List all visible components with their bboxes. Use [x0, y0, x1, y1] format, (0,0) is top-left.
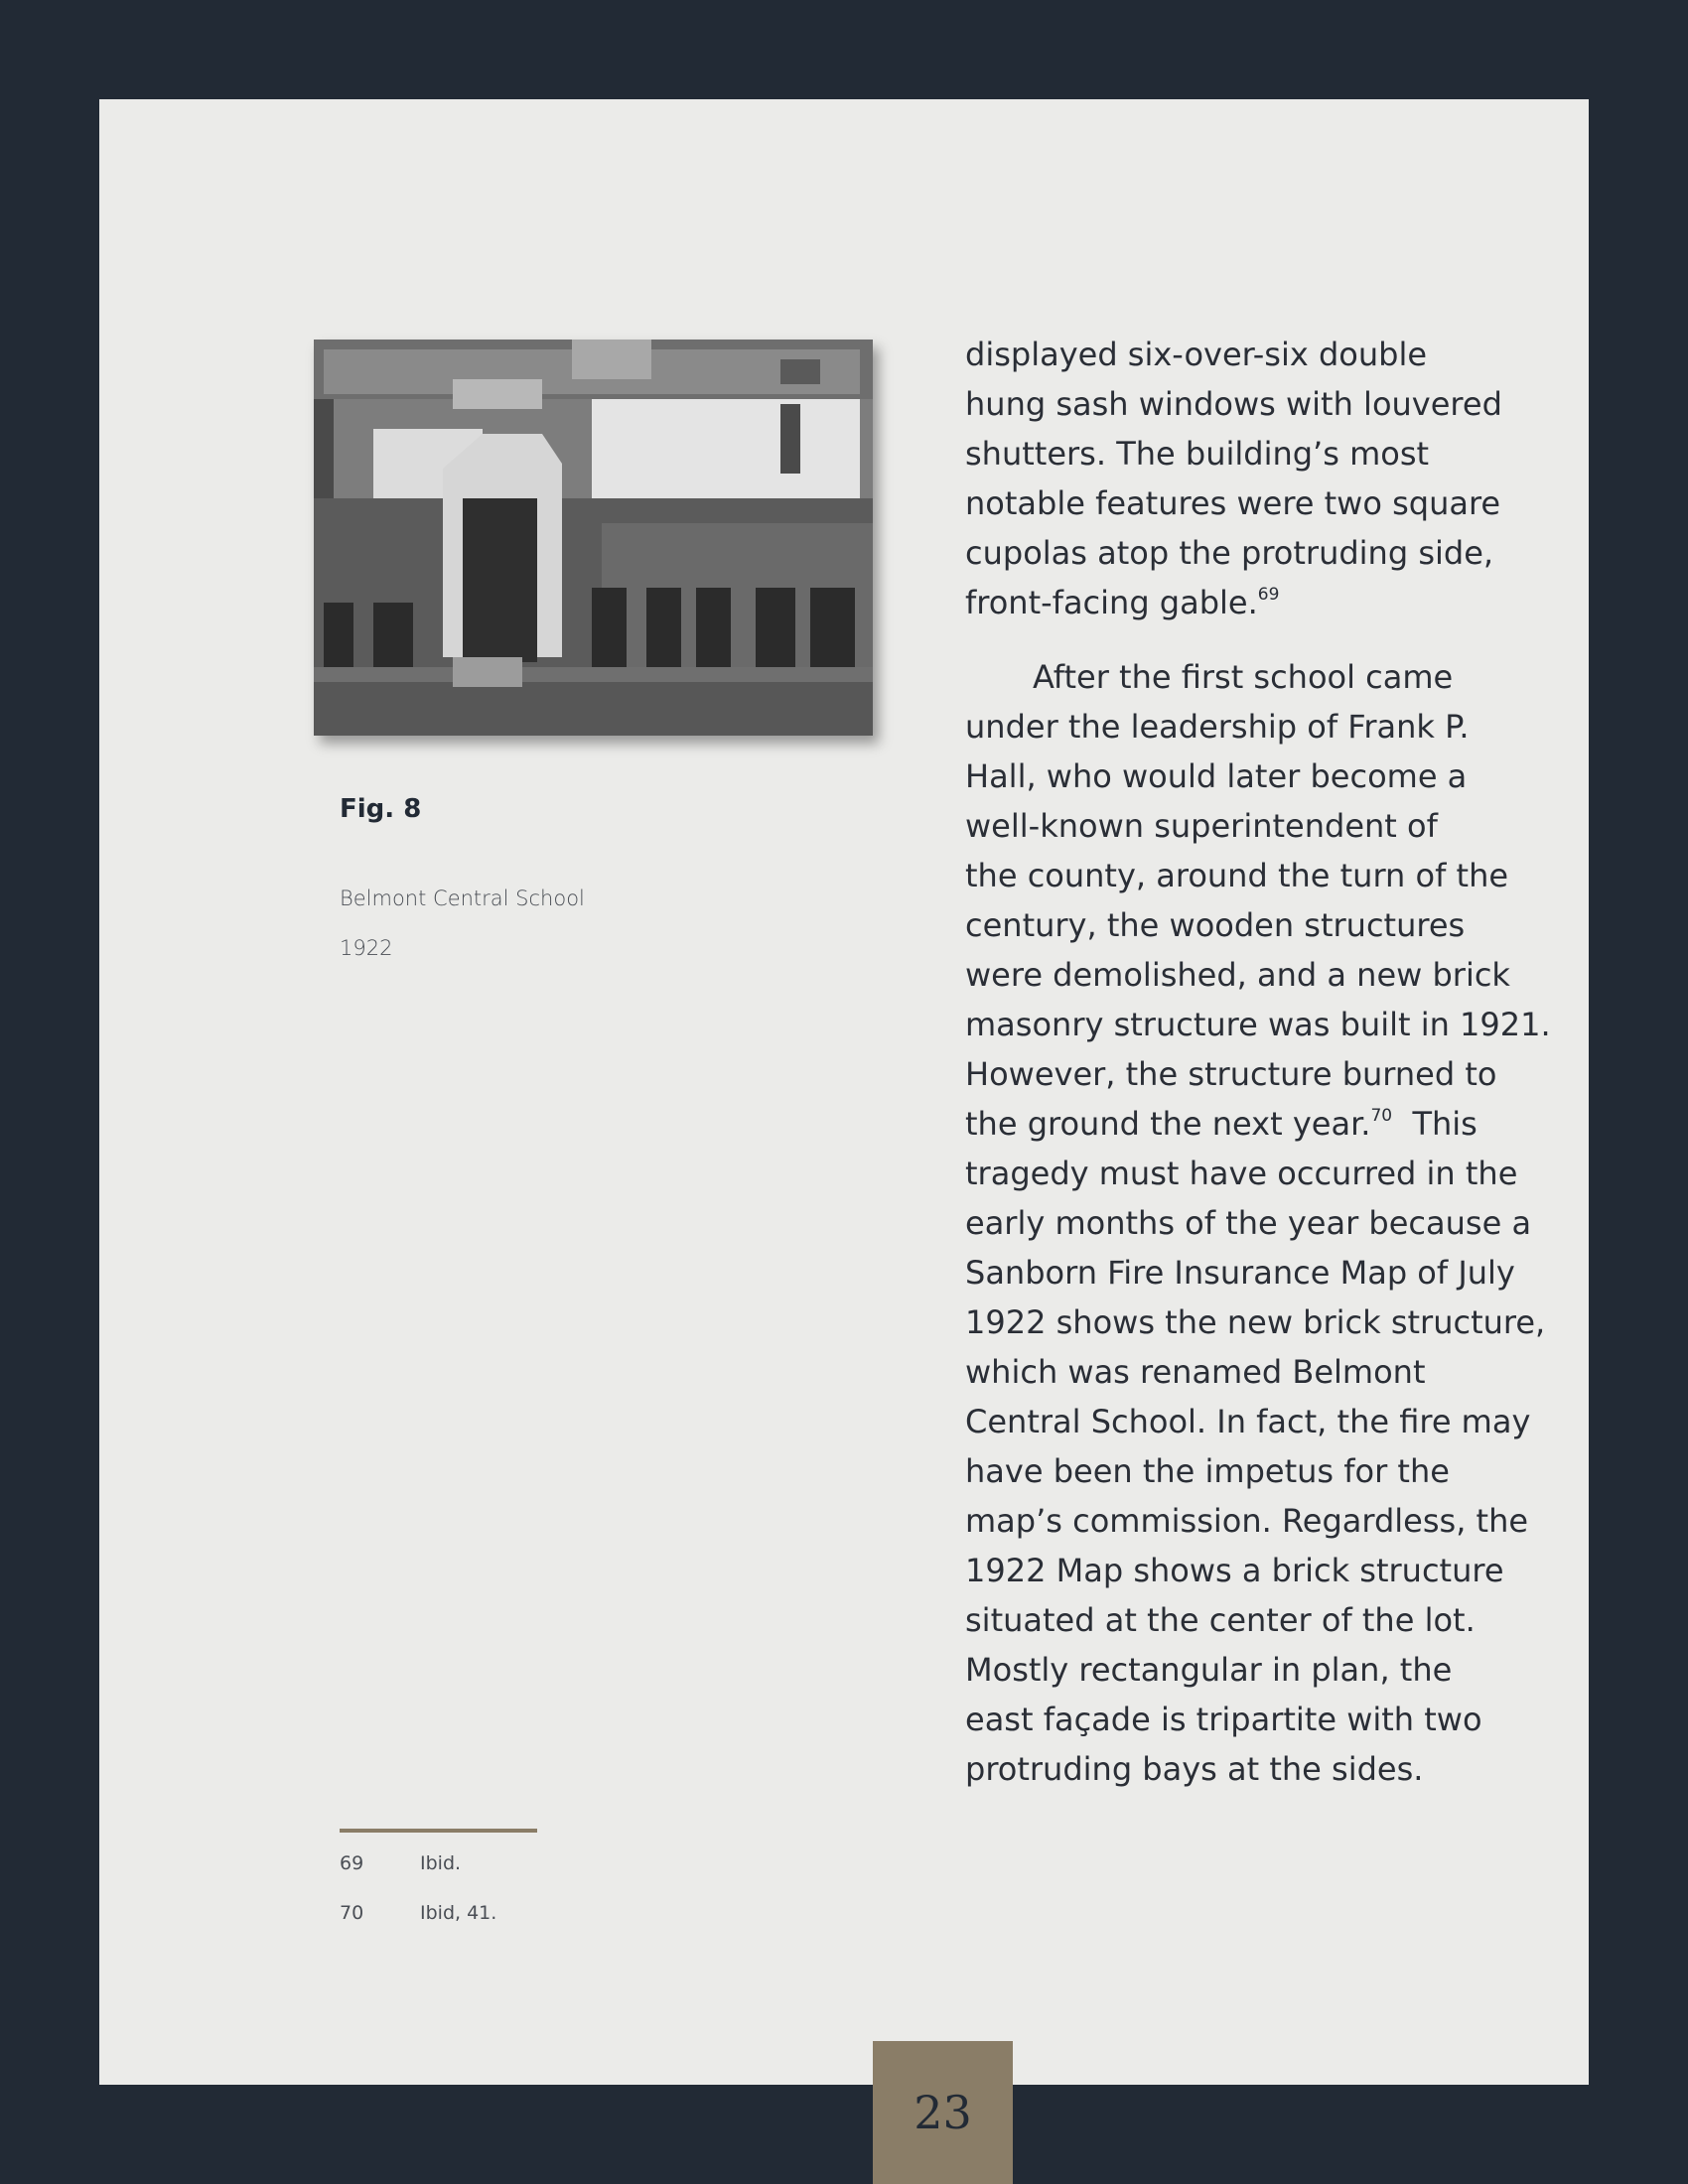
text-fragment: This [1392, 1105, 1477, 1143]
text-line: Central School. In fact, the fire may [965, 1403, 1531, 1440]
text-line: map’s commission. Regardless, the [965, 1502, 1529, 1540]
text-line: protruding bays at the sides. [965, 1750, 1424, 1788]
text-line: Sanborn Fire Insurance Map of July [965, 1254, 1515, 1292]
body-text [965, 330, 1561, 1794]
paragraph-1 [965, 330, 1561, 627]
footnote-divider [340, 1829, 537, 1833]
text-line: have been the impetus for the [965, 1452, 1450, 1490]
text-line: notable features were two square [965, 484, 1501, 522]
text-line: masonry structure was built in 1921. [965, 1006, 1551, 1043]
footnote-69 [340, 1839, 496, 1888]
footnote-text: Ibid. [420, 1852, 462, 1874]
text-line [965, 578, 1561, 627]
text-line: east façade is tripartite with two [965, 1701, 1482, 1738]
paragraph-2 [965, 652, 1561, 1794]
text-line: tragedy must have occurred in the [965, 1155, 1518, 1192]
footnote-text: Ibid, 41. [420, 1902, 497, 1924]
text-line: early months of the year because a [965, 1204, 1532, 1242]
text-line: displayed six-over-six double [965, 336, 1428, 373]
text-fragment: front-facing gable. [965, 584, 1258, 621]
text-line: cupolas atop the protruding side, [965, 534, 1494, 572]
text-line: However, the structure burned to [965, 1055, 1497, 1093]
text-line: under the leadership of Frank P. [965, 708, 1470, 746]
ruined-building-photo [314, 340, 873, 736]
footnotes [340, 1839, 496, 1938]
text-line: 1922 shows the new brick structure, [965, 1303, 1546, 1341]
text-line: Mostly rectangular in plan, the [965, 1651, 1453, 1689]
figure-label: Fig. 8 [340, 794, 422, 824]
footnote-70 [340, 1888, 496, 1938]
text-line: well-known superintendent of [965, 807, 1438, 845]
footnote-number: 70 [340, 1902, 364, 1924]
text-line [965, 1099, 1561, 1149]
footnote-ref-70[interactable]: 70 [1370, 1106, 1393, 1126]
figure-caption [340, 874, 585, 973]
text-line: After the first school came [1033, 658, 1454, 696]
page-number: 23 [914, 2086, 972, 2139]
text-line: which was renamed Belmont [965, 1353, 1426, 1391]
text-line: were demolished, and a new brick [965, 956, 1510, 994]
text-line: century, the wooden structures [965, 906, 1466, 944]
text-line: shutters. The building’s most [965, 435, 1430, 473]
text-fragment: the ground the next year. [965, 1105, 1371, 1143]
text-line: 1922 Map shows a brick structure [965, 1552, 1504, 1589]
footnote-number: 69 [340, 1852, 364, 1874]
figure-caption-title: Belmont Central School [340, 887, 585, 910]
text-line: hung sash windows with louvered [965, 385, 1502, 423]
text-line: the county, around the turn of the [965, 857, 1509, 894]
text-line: situated at the center of the lot. [965, 1601, 1476, 1639]
figure-caption-year: 1922 [340, 936, 393, 960]
document-page [99, 99, 1589, 2139]
text-line: Hall, who would later become a [965, 757, 1468, 795]
page-number-badge [873, 2041, 1013, 2184]
footnote-ref-69[interactable]: 69 [1257, 585, 1280, 605]
